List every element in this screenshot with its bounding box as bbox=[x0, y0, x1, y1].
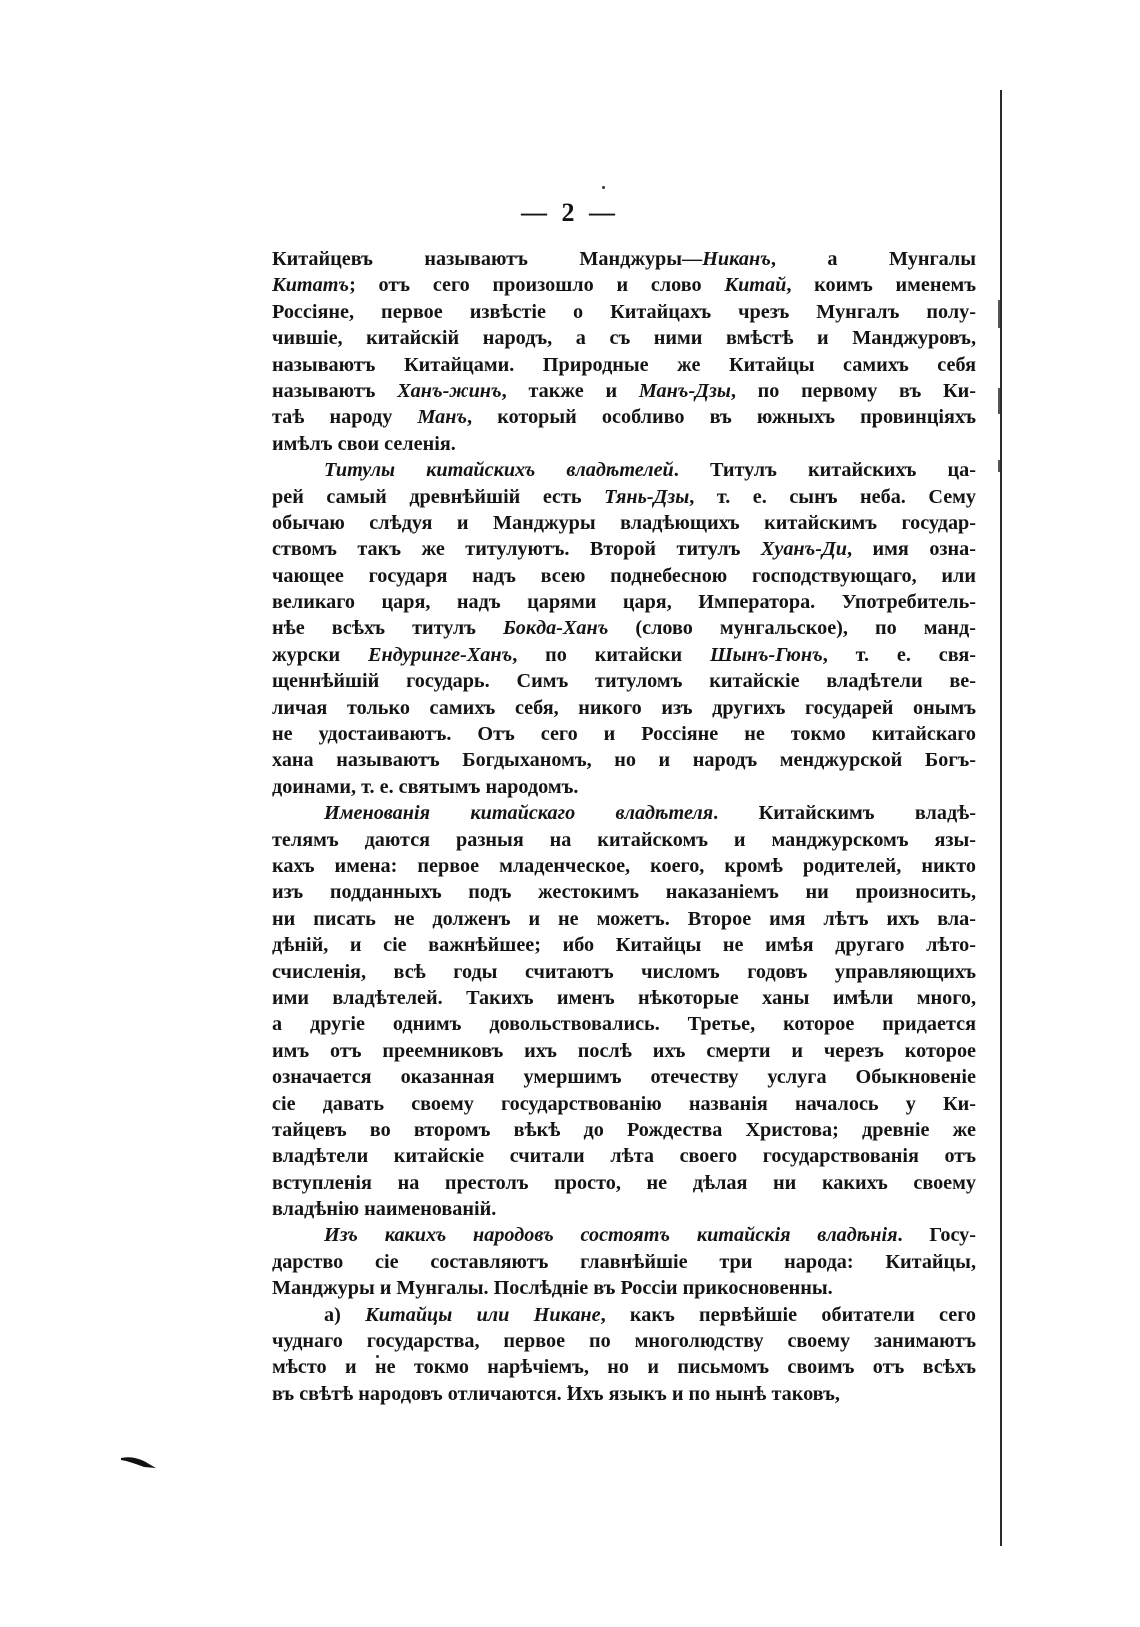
text-run: (слово мунгальское), по манд- bbox=[608, 617, 976, 640]
text-run: . Титулъ китайскихъ ца- bbox=[673, 459, 976, 482]
text-line bbox=[272, 272, 976, 298]
edge-mark bbox=[998, 300, 1000, 328]
italic-term: Шынъ-Гюнъ bbox=[709, 643, 823, 666]
text-line bbox=[272, 1249, 976, 1275]
text-line bbox=[272, 827, 976, 853]
text-run: личая только самихъ себя, никого изъ другихъ государей онымъ bbox=[272, 696, 976, 719]
text-run: называютъ Китайцами. Природные же Китайцы самихъ себя bbox=[272, 353, 976, 376]
text-line bbox=[272, 563, 976, 589]
edge-mark bbox=[998, 460, 1000, 472]
text-run: чившіе, китайскій народъ, а съ ними вмѣстѣ и Манджуровъ, bbox=[272, 327, 976, 350]
text-line bbox=[272, 1143, 976, 1169]
text-run: ствомъ такъ же титулуютъ. Второй титулъ bbox=[272, 538, 761, 561]
text-line bbox=[272, 906, 976, 932]
italic-term: Китайцы или Никане bbox=[365, 1303, 601, 1326]
text-line bbox=[272, 695, 976, 721]
text-run: обычаю слѣдуя и Манджуры владѣющихъ китайскимъ государ- bbox=[272, 511, 976, 534]
text-run: дарство сіе составляютъ главнѣйшіе три народа: Китайцы, bbox=[272, 1250, 976, 1273]
text-run: въ свѣтѣ народовъ отличаются. Ихъ языкъ и по нынѣ таковъ, bbox=[272, 1382, 840, 1405]
text-line bbox=[272, 484, 976, 510]
paragraph bbox=[272, 800, 976, 1222]
text-line bbox=[272, 1196, 976, 1222]
text-line bbox=[272, 1328, 976, 1354]
stray-ink-mark bbox=[120, 1455, 160, 1471]
text-line bbox=[272, 1038, 976, 1064]
text-run: , имя озна- bbox=[847, 538, 976, 561]
text-run: , который особливо въ южныхъ провинціяхъ bbox=[467, 406, 976, 429]
paragraph bbox=[272, 457, 976, 800]
text-run: , т. е. свя- bbox=[822, 643, 976, 666]
text-run: щеннѣйшій государь. Симъ титуломъ китайскіе владѣтели ве- bbox=[272, 670, 976, 693]
text-run: , коимъ именемъ bbox=[786, 274, 976, 297]
text-run: тайцевъ во второмъ вѣкѣ до Рождества Христова; древніе же bbox=[272, 1118, 976, 1141]
text-line bbox=[272, 747, 976, 773]
text-line bbox=[272, 1170, 976, 1196]
text-run: , какъ первѣйшіе обитатели сего bbox=[600, 1303, 976, 1326]
italic-term: Манъ-Дзы bbox=[638, 379, 731, 402]
text-run: владѣтели китайскіе считали лѣта своего государствованія отъ bbox=[272, 1145, 976, 1168]
text-run: , по китайски bbox=[512, 643, 710, 666]
text-line bbox=[272, 1222, 976, 1248]
text-line bbox=[272, 352, 976, 378]
text-run: дѣній, и сіе важнѣйшее; ибо Китайцы не имѣя другаго лѣто- bbox=[272, 934, 976, 957]
italic-term: Манъ bbox=[417, 406, 468, 429]
text-line bbox=[272, 642, 976, 668]
italic-term: Ендуринге-Ханъ bbox=[368, 643, 513, 666]
italic-term: Тянь-Дзы bbox=[604, 485, 690, 508]
text-run: ими владѣтелей. Такихъ именъ нѣкоторые ханы имѣли много, bbox=[272, 986, 976, 1009]
text-line bbox=[272, 668, 976, 694]
text-line bbox=[272, 879, 976, 905]
page-number: — 2 — bbox=[521, 198, 619, 227]
text-line bbox=[272, 959, 976, 985]
text-run: Манджуры и Мунгалы. Послѣдніе въ Россіи прикосновенны. bbox=[272, 1277, 833, 1300]
italic-term: Китатъ bbox=[272, 274, 350, 297]
italic-term: Ханъ-жинъ bbox=[397, 379, 502, 402]
italic-term: Хуанъ-Ди bbox=[760, 538, 848, 561]
text-line bbox=[272, 800, 976, 826]
text-run: владѣнію наименованій. bbox=[272, 1198, 497, 1221]
page-text bbox=[272, 246, 976, 1407]
paragraph bbox=[272, 1222, 976, 1301]
paragraph bbox=[272, 246, 976, 457]
italic-term: Титулы китайскихъ владѣтелей bbox=[324, 459, 674, 482]
text-run: рей самый древнѣйшій есть bbox=[272, 485, 605, 508]
text-line bbox=[272, 1064, 976, 1090]
text-run: великаго царя, надъ царями царя, Императора. Употребитель- bbox=[272, 591, 976, 614]
text-line bbox=[272, 431, 976, 457]
text-run: означается оказанная умершимъ отечеству услуга Обыкновеніе bbox=[272, 1066, 976, 1089]
text-line bbox=[272, 932, 976, 958]
text-run: чуднаго государства, первое по многолюдству своему занимаютъ bbox=[272, 1330, 976, 1353]
text-run: имѣлъ свои селенія. bbox=[272, 432, 456, 455]
text-run: , также и bbox=[501, 379, 639, 402]
text-run: доинами, т. е. святымъ народомъ. bbox=[272, 775, 579, 798]
text-run: . Китайскимъ владѣ- bbox=[713, 802, 976, 825]
text-line bbox=[272, 615, 976, 641]
text-run: называютъ bbox=[272, 379, 398, 402]
text-line bbox=[272, 985, 976, 1011]
text-line bbox=[272, 1302, 976, 1328]
text-run: мѣсто и не токмо нарѣчіемъ, но и письмомъ своимъ отъ всѣхъ bbox=[272, 1356, 976, 1379]
text-run: , т. е. сынъ неба. Сему bbox=[689, 485, 977, 508]
text-run: журски bbox=[272, 643, 369, 666]
text-line bbox=[272, 1091, 976, 1117]
text-line bbox=[272, 1354, 976, 1380]
italic-term: Бокда-Ханъ bbox=[502, 617, 609, 640]
page-edge-line bbox=[1000, 90, 1002, 1546]
text-run: не удостаиваютъ. Отъ сего и Россіяне не токмо китайскаго bbox=[272, 723, 976, 746]
text-line bbox=[272, 299, 976, 325]
text-line bbox=[272, 853, 976, 879]
text-run: ; отъ сего произошло и слово bbox=[349, 274, 725, 297]
text-run: a) bbox=[324, 1303, 366, 1326]
text-line bbox=[272, 1011, 976, 1037]
text-run: Россіяне, первое извѣстіе о Китайцахъ чрезъ Мунгалъ полу- bbox=[272, 300, 976, 323]
text-run: имъ отъ преемниковъ ихъ послѣ ихъ смерти и черезъ которое bbox=[272, 1039, 976, 1062]
text-run: нѣе всѣхъ титулъ bbox=[272, 617, 503, 640]
italic-term: Изъ какихъ народовъ состоятъ китайскія владѣнія bbox=[324, 1224, 898, 1247]
text-run: чающее государя надъ всею поднебесною господствующаго, или bbox=[272, 564, 976, 587]
text-line bbox=[272, 774, 976, 800]
text-run: Китайцевъ называютъ Манджуры— bbox=[272, 248, 703, 270]
text-run: . Госу- bbox=[897, 1224, 976, 1247]
text-line bbox=[272, 510, 976, 536]
text-line bbox=[272, 536, 976, 562]
text-line bbox=[272, 325, 976, 351]
text-run: изъ подданныхъ подъ жестокимъ наказаніемъ ни произносить, bbox=[272, 881, 976, 904]
paragraph bbox=[272, 1302, 976, 1408]
text-run: хана называютъ Богдыханомъ, но и народъ менджурской Богъ- bbox=[272, 749, 976, 772]
italic-term: Китай bbox=[724, 274, 787, 297]
text-run: ни писать не долженъ и не можетъ. Второе имя лѣтъ ихъ вла- bbox=[272, 907, 976, 930]
text-run: таѣ народу bbox=[272, 406, 418, 429]
text-line bbox=[272, 404, 976, 430]
text-run: счисленія, всѣ годы считаютъ числомъ годовъ управляющихъ bbox=[272, 960, 976, 983]
text-line bbox=[272, 1381, 976, 1407]
text-line bbox=[272, 457, 976, 483]
edge-mark bbox=[998, 388, 1000, 414]
text-run: кахъ имена: первое младенческое, коего, кромѣ родителей, никто bbox=[272, 854, 976, 877]
text-line bbox=[272, 246, 976, 272]
italic-term: Именованія китайскаго владѣтеля bbox=[324, 802, 714, 825]
text-line bbox=[272, 721, 976, 747]
text-line bbox=[272, 378, 976, 404]
text-line bbox=[272, 1275, 976, 1301]
text-line bbox=[272, 1117, 976, 1143]
ink-speck bbox=[602, 186, 605, 189]
text-run: сіе давать своему государствованію названія началось у Ки- bbox=[272, 1092, 976, 1115]
text-run: телямъ даются разныя на китайскомъ и манджурскомъ язы- bbox=[272, 828, 976, 851]
text-run: вступленія на престолъ просто, не дѣлая ни какихъ своему bbox=[272, 1171, 976, 1194]
text-run: , а Мунгалы bbox=[770, 248, 976, 270]
text-run: , по первому въ Ки- bbox=[730, 379, 976, 402]
text-run: а другіе однимъ довольствовались. Третье, которое придается bbox=[272, 1013, 976, 1036]
text-line bbox=[272, 589, 976, 615]
italic-term: Никанъ bbox=[702, 248, 771, 270]
